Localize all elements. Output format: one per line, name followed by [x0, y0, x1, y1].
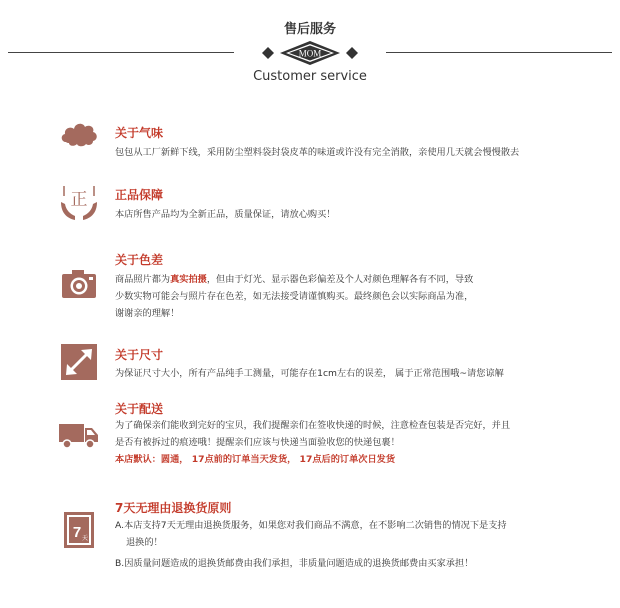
page-header	[0, 0, 620, 95]
cloud-icon	[58, 116, 100, 158]
section-text: 包包从工厂新鲜下线，采用防尘塑料袋封袋皮革的味道或许没有完全消散，亲使用几天就会慢慢散去	[115, 147, 520, 158]
section-text-line-1	[115, 271, 575, 288]
section-text: 本店所售产品均为全新正品，质量保证，请放心购买！	[115, 209, 336, 220]
page-title: 售后服务	[283, 22, 336, 37]
section-text: 为保证尺寸大小，所有产品纯手工测量，可能存在1cm左右的误差， 属于正常范围哦~请您谅解	[115, 368, 504, 379]
truck-icon	[58, 413, 100, 455]
calendar-7day-icon	[58, 509, 100, 551]
page-subtitle: Customer service	[253, 69, 367, 84]
section-title: 关于气味	[115, 126, 164, 140]
svg-text:天: 天	[81, 535, 89, 542]
svg-text:7: 7	[72, 524, 82, 541]
return-rule-a-cont: 退换的！	[126, 537, 163, 548]
header-rule-left	[8, 52, 234, 53]
svg-text:正: 正	[70, 190, 88, 209]
highlight-text: 真实拍摄	[170, 274, 207, 285]
camera-icon	[58, 263, 100, 305]
section-text-line-2: 少数实物可能会与照片存在色差，如无法接受请谨慎购买。最终颜色会以实际商品为准，	[115, 291, 474, 302]
section-title: 关于尺寸	[115, 348, 164, 362]
text-segment: ，但由于灯光、显示器色彩偏差及个人对颜色理解各有不同，导致	[206, 274, 474, 285]
logo-text: MOM	[298, 48, 322, 59]
header-rule-right	[386, 52, 612, 53]
mom-logo-icon	[258, 40, 362, 66]
section-title: 关于色差	[115, 253, 164, 267]
return-rule-a: A.本店支持7天无理由退换货服务，如果您对我们商品不满意，在不影响二次销售的情况下是支持	[115, 520, 507, 531]
section-text-line-1: 为了确保亲们能收到完好的宝贝，我们提醒亲们在签收快递的时候，注意检查包装是否完好，并且	[115, 420, 511, 431]
shipping-notice: 本店默认：圆通， 17点前的订单当天发货， 17点后的订单次日发货	[115, 454, 396, 465]
section-title: 7天无理由退换货原则	[115, 501, 232, 515]
section-title: 正品保障	[115, 188, 164, 202]
return-rule-b: B.因质量问题造成的退换货邮费由我们承担，非质量问题造成的退换货邮费由买家承担！	[115, 558, 474, 569]
section-text-line-3: 谢谢亲的理解！	[115, 308, 180, 319]
resize-arrow-icon	[58, 341, 100, 383]
section-text-line-2: 是否有被拆过的痕迹哦！提醒亲们应该与快递当面验收您的快递包裹！	[115, 437, 400, 448]
section-title: 关于配送	[115, 402, 164, 416]
hands-zheng-icon	[58, 182, 100, 224]
text-segment: 商品照片都为	[115, 274, 171, 285]
